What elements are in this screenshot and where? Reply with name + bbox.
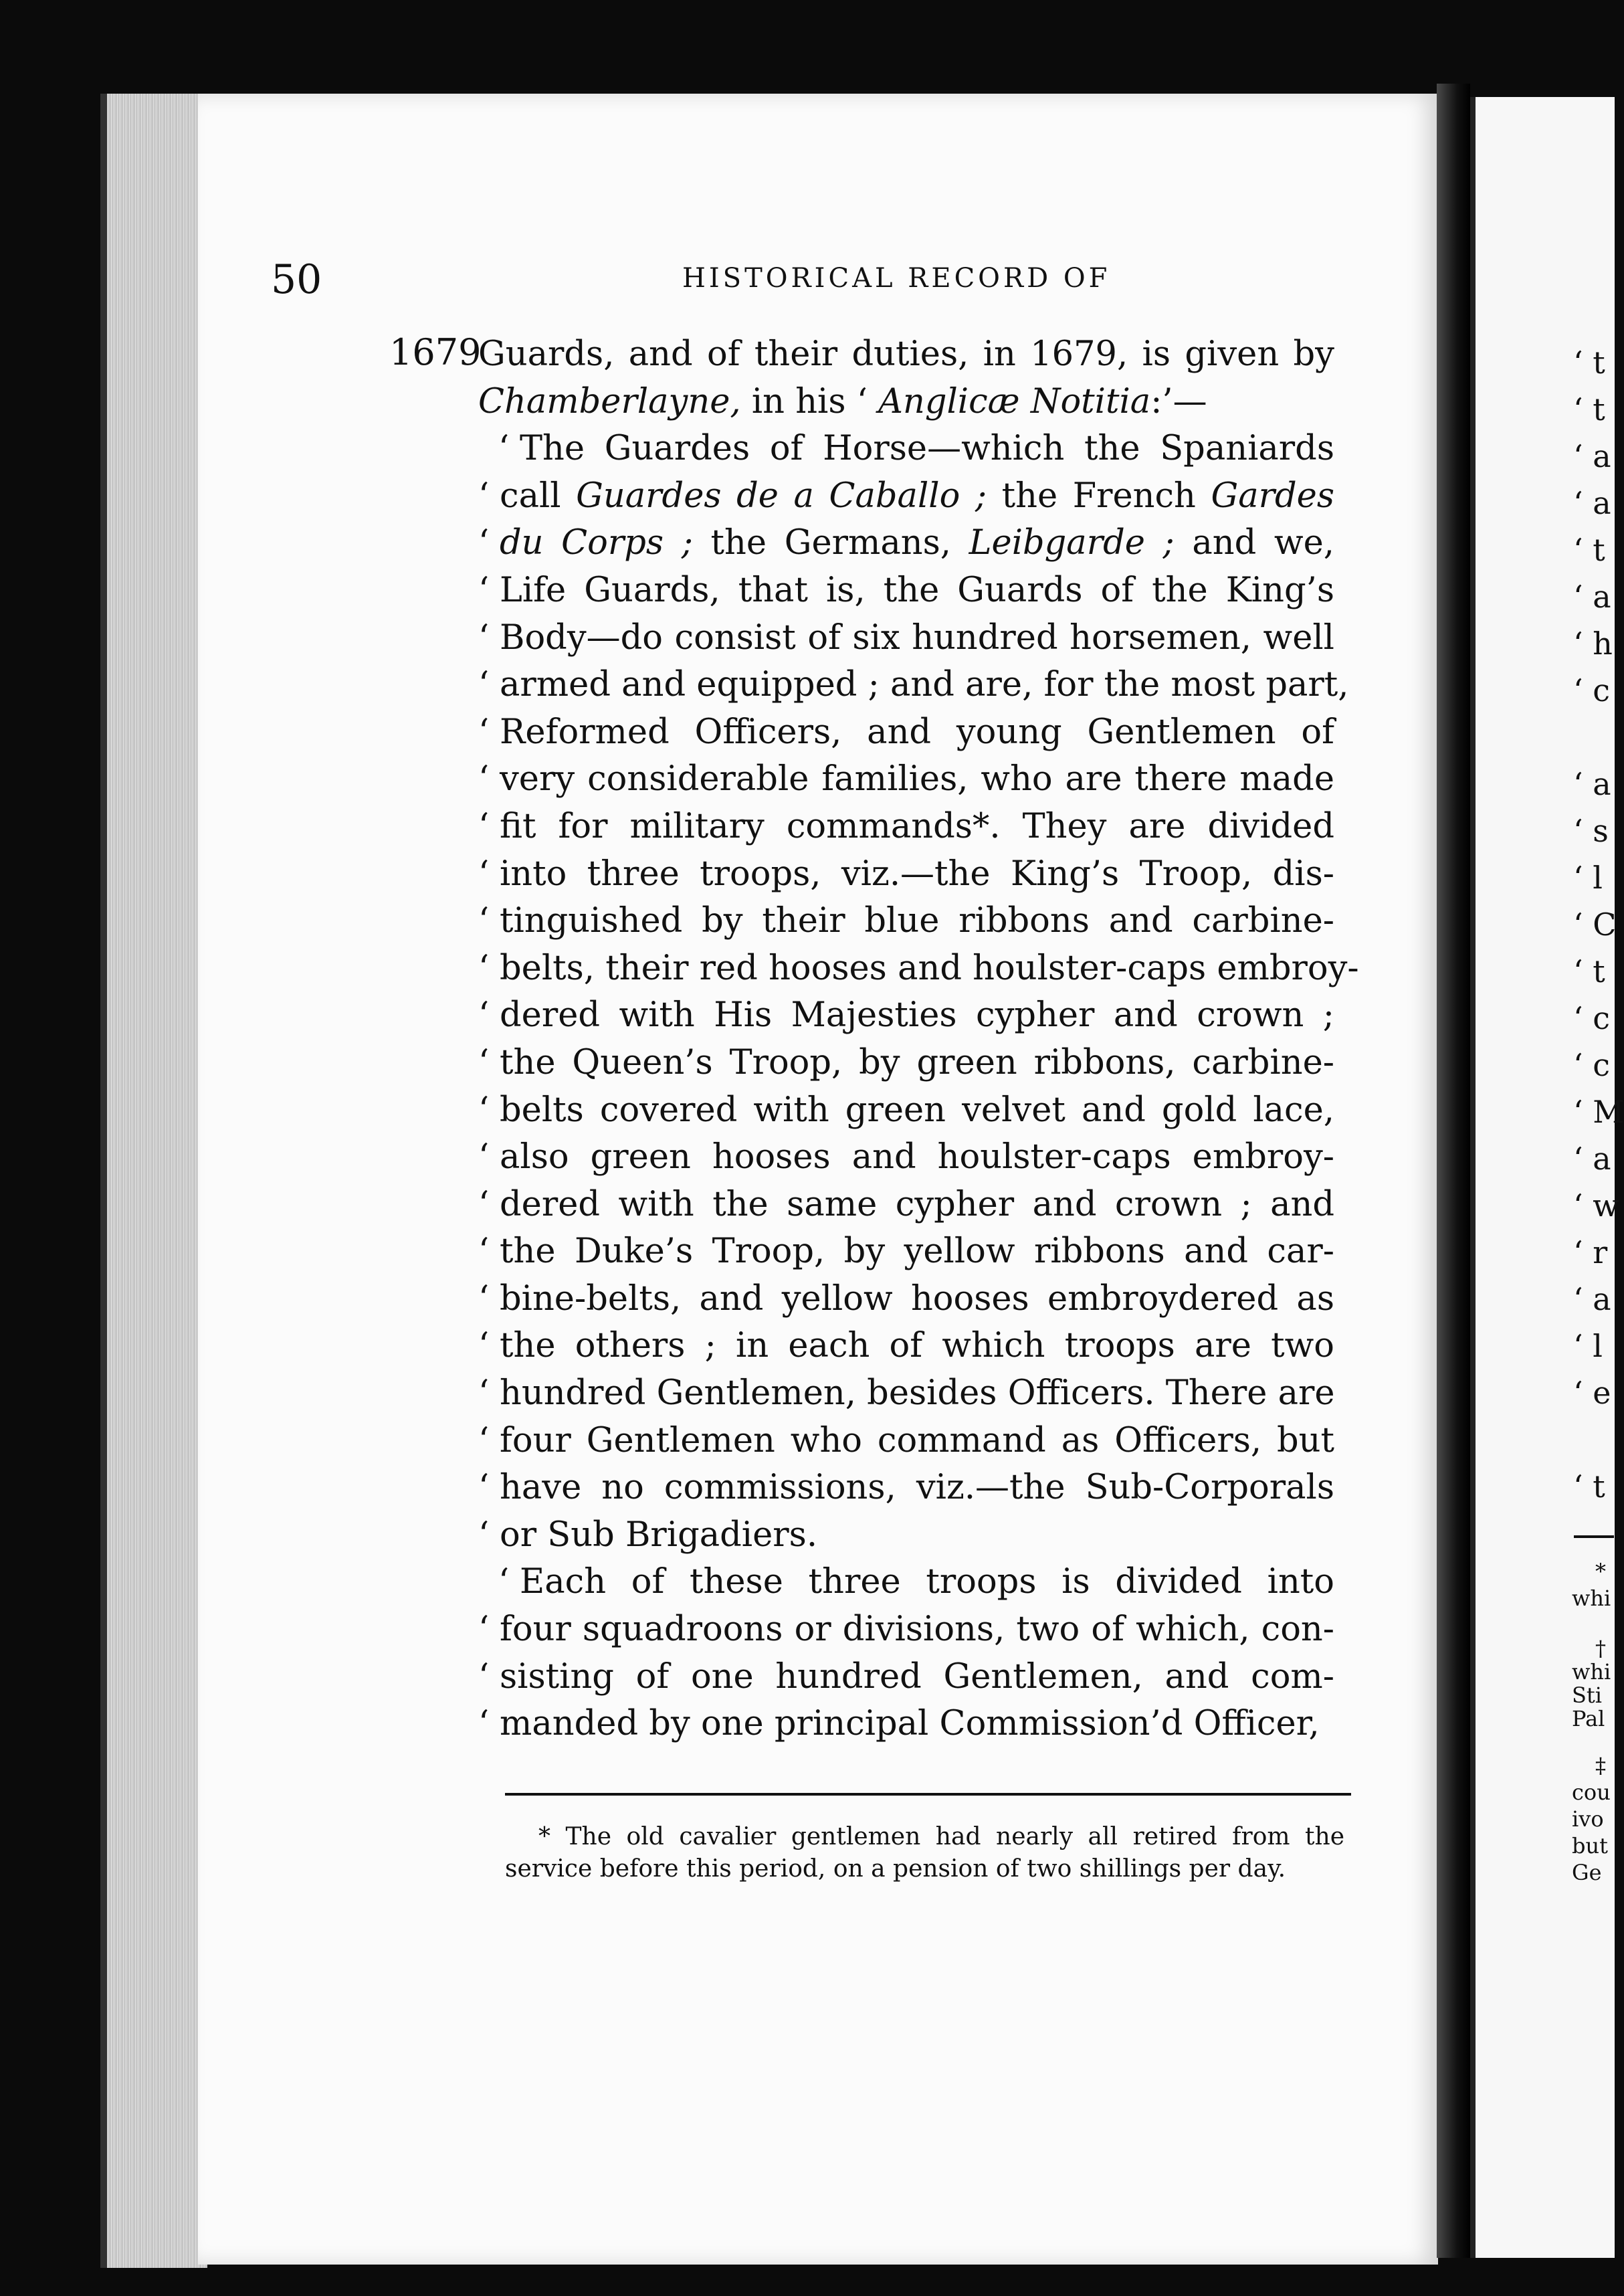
text-line: [478, 473, 1341, 520]
quote-mark: ‘: [478, 712, 490, 752]
footnote: [505, 1821, 1351, 1885]
quote-mark: ‘: [478, 1184, 490, 1224]
facing-text-fragment: ‘ w: [1573, 1187, 1619, 1224]
text-segment: belts covered with green velvet and gold lace,: [500, 1090, 1334, 1130]
text-segment: into three troops, viz.—the King’s Troop, dis-: [500, 854, 1334, 894]
italic-text: du Corps ;: [500, 523, 693, 563]
quote-mark: ‘: [478, 995, 490, 1036]
text-segment: the Duke’s Troop, by yellow ribbons and car-: [500, 1232, 1334, 1272]
facing-text-fragment: ‘ a: [1573, 579, 1611, 615]
quote-mark: ‘: [478, 1468, 490, 1508]
quote-mark: ‘: [498, 429, 510, 469]
facing-text-fragment: ‘ t: [1573, 391, 1605, 427]
footnote-line: service before this period, on a pension of two shillings per day.: [505, 1855, 1286, 1883]
text-line: [478, 331, 1341, 379]
facing-text-fragment: ‘ t: [1573, 532, 1605, 568]
text-line: [478, 567, 1341, 615]
facing-text-fragment: ‘ a: [1573, 1281, 1611, 1317]
text-line: [478, 709, 1341, 757]
text-segment: Reformed Officers, and young Gentlemen of: [500, 712, 1334, 752]
facing-text-fragment: ‘ t: [1573, 345, 1605, 381]
page-edges-left: [100, 94, 207, 2268]
text-segment: belts, their red hooses and houlster-caps embroy-: [500, 948, 1359, 988]
text-segment: Life Guards, that is, the Guards of the King’s: [500, 570, 1334, 610]
footnote-rule: [505, 1793, 1351, 1796]
facing-text-fragment: ‘ l: [1573, 860, 1603, 896]
text-line: [478, 615, 1341, 662]
quote-mark: ‘: [478, 1232, 490, 1272]
italic-text: Gardes: [1211, 476, 1335, 516]
text-line: [478, 851, 1341, 898]
facing-text-fragment: ‘ h: [1573, 626, 1613, 662]
text-segment: call: [500, 476, 577, 516]
text-segment: very considerable families, who are there made: [500, 759, 1334, 799]
quote-mark: ‘: [478, 854, 490, 894]
text-segment: the Germans,: [692, 523, 969, 563]
text-segment: the Queen’s Troop, by green ribbons, carbine-: [500, 1042, 1334, 1082]
facing-footnote-fragment: but: [1572, 1833, 1608, 1858]
facing-footnote-rule: [1574, 1535, 1614, 1538]
italic-text: Anglicæ Notitia: [878, 381, 1151, 421]
body-text: [478, 331, 1359, 1748]
text-segment: Body—do consist of six hundred horsemen, well: [500, 617, 1334, 658]
quote-mark: ‘: [478, 1278, 490, 1319]
text-segment: tinguished by their blue ribbons and carbine-: [500, 901, 1334, 941]
facing-footnote-fragment: Pal: [1572, 1706, 1605, 1731]
quote-mark: ‘: [478, 617, 490, 658]
facing-footnote-fragment: Ge: [1572, 1860, 1602, 1885]
quote-mark: ‘: [478, 1137, 490, 1177]
italic-text: Chamberlayne,: [478, 381, 741, 421]
text-line: [478, 1606, 1341, 1654]
facing-footnote-fragment: whi: [1572, 1659, 1611, 1685]
text-line: [478, 1040, 1341, 1087]
text-segment: armed and equipped ; and are, for the most part,: [500, 665, 1349, 705]
text-segment: and we,: [1174, 523, 1334, 563]
quote-mark: ‘: [478, 806, 490, 846]
page-number: 50: [271, 256, 322, 303]
footnote-line: * The old cavalier gentlemen had nearly all retired from the: [538, 1823, 1344, 1850]
text-line: [478, 803, 1341, 851]
quote-mark: ‘: [498, 1562, 510, 1602]
text-line: [478, 1181, 1341, 1229]
facing-footnote-fragment: Sti: [1572, 1683, 1603, 1708]
facing-text-fragment: ‘ a: [1573, 485, 1611, 521]
text-segment: the others ; in each of which troops are two: [500, 1326, 1334, 1366]
quote-mark: ‘: [478, 570, 490, 610]
facing-footnote-fragment: †: [1595, 1636, 1606, 1661]
text-segment: bine-belts, and yellow hooses embroydered as: [500, 1278, 1334, 1319]
facing-text-fragment: ‘ l: [1573, 1328, 1603, 1364]
facing-text-fragment: ‘ t: [1573, 953, 1605, 989]
italic-text: Leibgarde ;: [969, 523, 1175, 563]
text-segment: Guards, and of their duties, in 1679, is given by: [478, 334, 1334, 374]
facing-text-fragment: ‘ a: [1573, 1141, 1611, 1177]
text-line: [478, 898, 1341, 945]
text-segment: manded by one principal Commission’d Officer,: [500, 1704, 1320, 1744]
quote-mark: ‘: [478, 665, 490, 705]
text-segment: also green hooses and houlster-caps embroy-: [500, 1137, 1334, 1177]
running-head: HISTORICAL RECORD OF: [682, 263, 1111, 294]
quote-mark: ‘: [478, 1515, 490, 1555]
quote-mark: ‘: [478, 523, 490, 563]
quote-mark: ‘: [478, 1090, 490, 1130]
facing-footnote-fragment: *: [1595, 1559, 1606, 1584]
facing-footnote-fragment: ‡: [1595, 1753, 1606, 1778]
text-segment: fit for military commands*. They are divided: [500, 806, 1334, 846]
quote-mark: ‘: [478, 1420, 490, 1460]
text-line: [478, 520, 1341, 567]
facing-text-fragment: ‘ t: [1573, 1468, 1605, 1505]
facing-footnote-fragment: ivo: [1572, 1806, 1604, 1832]
text-line: [478, 1087, 1341, 1135]
text-line: [478, 425, 1341, 473]
facing-text-fragment: ‘ r: [1573, 1234, 1608, 1270]
text-segment: four squadroons or divisions, two of which, con-: [500, 1610, 1334, 1650]
quote-mark: ‘: [478, 1610, 490, 1650]
text-line: [478, 1276, 1341, 1323]
quote-mark: ‘: [478, 1042, 490, 1082]
facing-text-fragment: ‘ e: [1573, 1375, 1611, 1411]
quote-mark: ‘: [478, 476, 490, 516]
facing-text-fragment: ‘ C: [1573, 906, 1617, 943]
facing-text-fragment: ‘ c: [1573, 1000, 1611, 1036]
text-segment: sisting of one hundred Gentlemen, and com-: [500, 1656, 1334, 1697]
quote-mark: ‘: [478, 1373, 490, 1414]
italic-text: Guardes de a Caballo ;: [576, 476, 987, 516]
quote-mark: ‘: [478, 901, 490, 941]
text-segment: or Sub Brigadiers.: [500, 1515, 818, 1555]
text-segment: The Guardes of Horse—which the Spaniards: [520, 429, 1334, 469]
text-line: [478, 1701, 1341, 1748]
text-line: [478, 1512, 1341, 1559]
margin-year: 1679: [389, 331, 482, 373]
quote-mark: ‘: [478, 759, 490, 799]
text-segment: dered with the same cypher and crown ; and: [500, 1184, 1334, 1224]
text-line: [478, 1418, 1341, 1465]
quote-mark: ‘: [478, 948, 490, 988]
quote-mark: ‘: [478, 1656, 490, 1697]
text-line: [478, 662, 1349, 709]
text-segment: Each of these three troops is divided into: [520, 1562, 1334, 1602]
text-line: [478, 1134, 1341, 1181]
text-line: [478, 756, 1341, 803]
text-segment: have no commissions, viz.—the Sub-Corporals: [500, 1468, 1334, 1508]
text-segment: four Gentlemen who command as Officers, but: [500, 1420, 1334, 1460]
text-segment: in his ‘: [740, 381, 879, 421]
text-segment: the French: [987, 476, 1211, 516]
facing-text-fragment: ‘ c: [1573, 672, 1611, 708]
facing-footnote-fragment: whi: [1572, 1586, 1611, 1611]
quote-mark: ‘: [478, 1326, 490, 1366]
text-line: [478, 992, 1341, 1040]
text-line: [478, 1228, 1341, 1276]
facing-footnote-fragment: cou: [1572, 1780, 1611, 1805]
facing-text-fragment: ‘ a: [1573, 438, 1611, 474]
text-line: [478, 1464, 1341, 1512]
facing-text-fragment: ‘ M: [1573, 1094, 1624, 1130]
text-line: [478, 945, 1359, 993]
text-segment: hundred Gentlemen, besides Officers. There are: [500, 1373, 1335, 1414]
text-line: [478, 1323, 1341, 1370]
quote-mark: ‘: [478, 1704, 490, 1744]
gutter-shadow: [1437, 84, 1470, 2258]
text-segment: :’—: [1150, 381, 1207, 421]
text-segment: dered with His Majesties cypher and crown ;: [500, 995, 1334, 1036]
text-line: [478, 379, 1341, 426]
facing-text-fragment: ‘ a: [1573, 766, 1611, 802]
facing-text-fragment: ‘ c: [1573, 1047, 1611, 1083]
text-line: [478, 1559, 1341, 1606]
text-line: [478, 1370, 1341, 1418]
facing-text-fragment: ‘ s: [1573, 813, 1609, 849]
text-line: [478, 1654, 1341, 1701]
